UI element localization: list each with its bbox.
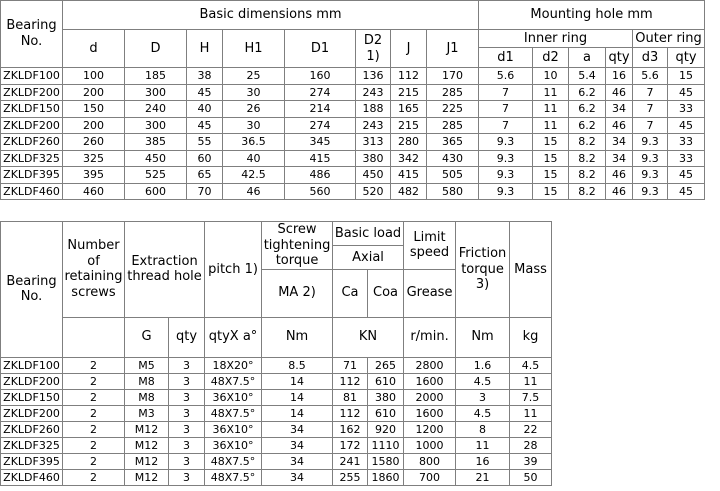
col-J1: J1 bbox=[427, 30, 479, 68]
table-cell: 415 bbox=[391, 167, 427, 184]
col-d: d bbox=[63, 30, 125, 68]
mass-header: Mass bbox=[510, 222, 552, 318]
table-cell: 920 bbox=[368, 421, 404, 437]
grease-header: Grease bbox=[404, 269, 456, 317]
col-d2: d2 bbox=[533, 48, 569, 68]
table-cell: 8.2 bbox=[569, 134, 606, 151]
table-cell: 1600 bbox=[404, 405, 456, 421]
table-cell: 34 bbox=[606, 150, 633, 167]
table-cell: 6.2 bbox=[569, 117, 606, 134]
bearing-id-cell: ZKLDF200 bbox=[1, 373, 63, 389]
table-cell: 9.3 bbox=[633, 183, 668, 200]
bearing-id-cell: ZKLDF395 bbox=[1, 167, 63, 184]
table-cell: 48X7.5° bbox=[205, 469, 262, 485]
table-cell: 700 bbox=[404, 469, 456, 485]
bearing-id-cell: ZKLDF200 bbox=[1, 84, 63, 101]
table-cell: 100 bbox=[63, 68, 125, 85]
table-cell: 46 bbox=[606, 167, 633, 184]
table-cell: 243 bbox=[356, 84, 391, 101]
col-H: H bbox=[187, 30, 223, 68]
table-cell: 395 bbox=[63, 167, 125, 184]
table-cell: 165 bbox=[391, 101, 427, 118]
table-cell: 150 bbox=[63, 101, 125, 118]
table-cell: 6.2 bbox=[569, 84, 606, 101]
table-cell: 800 bbox=[404, 453, 456, 469]
table-cell: 36.5 bbox=[223, 134, 285, 151]
table-cell: 7 bbox=[633, 84, 668, 101]
table-cell: 10 bbox=[533, 68, 569, 85]
table-cell: 9.3 bbox=[479, 150, 533, 167]
col-qty-inner: qty bbox=[606, 48, 633, 68]
bearing-id-cell: ZKLDF395 bbox=[1, 453, 63, 469]
table-cell: 7 bbox=[479, 117, 533, 134]
col-H1: H1 bbox=[223, 30, 285, 68]
table-cell: 2 bbox=[63, 405, 125, 421]
unit-qty: qty bbox=[169, 317, 205, 357]
table-cell: 45 bbox=[668, 167, 705, 184]
table-cell: 15 bbox=[533, 134, 569, 151]
retaining-unit-cell bbox=[63, 317, 125, 357]
table-cell: 430 bbox=[427, 150, 479, 167]
col-qty-outer: qty bbox=[668, 48, 705, 68]
performance-table bbox=[0, 221, 552, 486]
table-cell: 40 bbox=[223, 150, 285, 167]
table-cell: 4.5 bbox=[456, 373, 510, 389]
table-cell: 33 bbox=[668, 134, 705, 151]
table-row bbox=[1, 134, 705, 151]
table-cell: 1110 bbox=[368, 437, 404, 453]
table-cell: 610 bbox=[368, 405, 404, 421]
table-cell: 45 bbox=[668, 84, 705, 101]
table-cell: 285 bbox=[427, 117, 479, 134]
table-cell: 36X10° bbox=[205, 437, 262, 453]
ma-header: MA 2) bbox=[262, 269, 333, 317]
mounting-hole-header: Mounting hole mm bbox=[479, 1, 705, 30]
table-cell: 3 bbox=[169, 389, 205, 405]
unit-nm: Nm bbox=[262, 317, 333, 357]
table-cell: 1600 bbox=[404, 373, 456, 389]
table-cell: 172 bbox=[333, 437, 368, 453]
ca-header: Ca bbox=[333, 269, 368, 317]
table-cell: 3 bbox=[169, 421, 205, 437]
table-cell: 300 bbox=[125, 117, 187, 134]
table-row bbox=[1, 84, 705, 101]
table-cell: 5.6 bbox=[479, 68, 533, 85]
bearing-id-cell: ZKLDF260 bbox=[1, 421, 63, 437]
table-cell: 325 bbox=[63, 150, 125, 167]
table-cell: 50 bbox=[510, 469, 552, 485]
table-cell: 9.3 bbox=[479, 134, 533, 151]
performance-table-body bbox=[1, 357, 552, 485]
table-cell: 112 bbox=[391, 68, 427, 85]
dimensions-table-body bbox=[1, 68, 705, 200]
bearing-id-cell: ZKLDF150 bbox=[1, 101, 63, 118]
table-cell: 11 bbox=[533, 101, 569, 118]
table-cell: 600 bbox=[125, 183, 187, 200]
table-cell: 240 bbox=[125, 101, 187, 118]
table-cell: M12 bbox=[125, 469, 169, 485]
table-cell: 5.4 bbox=[569, 68, 606, 85]
basic-load-header: Basic load bbox=[333, 222, 404, 246]
table-cell: 2 bbox=[63, 437, 125, 453]
table-cell: 11 bbox=[510, 373, 552, 389]
table-cell: 1200 bbox=[404, 421, 456, 437]
table-cell: 3 bbox=[169, 469, 205, 485]
table-cell: 225 bbox=[427, 101, 479, 118]
table-cell: 38 bbox=[187, 68, 223, 85]
table-cell: 65 bbox=[187, 167, 223, 184]
table-cell: 160 bbox=[285, 68, 356, 85]
table-row bbox=[1, 421, 552, 437]
bearing-no-header: Bearing No. bbox=[1, 1, 63, 68]
bearing-id-cell: ZKLDF200 bbox=[1, 405, 63, 421]
table-cell: 255 bbox=[333, 469, 368, 485]
table-cell: 45 bbox=[187, 117, 223, 134]
table-cell: 9.3 bbox=[479, 167, 533, 184]
table-cell: 4.5 bbox=[510, 357, 552, 373]
table-cell: 16 bbox=[606, 68, 633, 85]
table-cell: 482 bbox=[391, 183, 427, 200]
table-cell: 525 bbox=[125, 167, 187, 184]
table-row bbox=[1, 437, 552, 453]
table-cell: 215 bbox=[391, 117, 427, 134]
unit-kn: KN bbox=[333, 317, 404, 357]
table-cell: 15 bbox=[533, 167, 569, 184]
table-cell: 3 bbox=[169, 437, 205, 453]
table-cell: 3 bbox=[169, 405, 205, 421]
table-cell: 34 bbox=[262, 453, 333, 469]
table-cell: 2 bbox=[63, 389, 125, 405]
table-cell: 8.2 bbox=[569, 183, 606, 200]
table-cell: 486 bbox=[285, 167, 356, 184]
table-cell: 313 bbox=[356, 134, 391, 151]
table-cell: 34 bbox=[262, 469, 333, 485]
table-cell: 7 bbox=[479, 84, 533, 101]
table-cell: 1860 bbox=[368, 469, 404, 485]
table-cell: 274 bbox=[285, 117, 356, 134]
table-cell: 4.5 bbox=[456, 405, 510, 421]
col-a: a bbox=[569, 48, 606, 68]
table-cell: M8 bbox=[125, 373, 169, 389]
axial-header: Axial bbox=[333, 245, 404, 269]
table-cell: 3 bbox=[169, 357, 205, 373]
bearing-id-cell: ZKLDF100 bbox=[1, 68, 63, 85]
table-cell: 15 bbox=[533, 150, 569, 167]
table-cell: 46 bbox=[606, 84, 633, 101]
table-cell: 22 bbox=[510, 421, 552, 437]
table-cell: 380 bbox=[368, 389, 404, 405]
limit-speed-header: Limit speed bbox=[404, 222, 456, 270]
table-cell: 241 bbox=[333, 453, 368, 469]
inner-ring-header: Inner ring bbox=[479, 30, 633, 48]
table-cell: 7 bbox=[479, 101, 533, 118]
table-row bbox=[1, 373, 552, 389]
table-row bbox=[1, 389, 552, 405]
table-cell: 2 bbox=[63, 453, 125, 469]
table-cell: 243 bbox=[356, 117, 391, 134]
table-cell: 380 bbox=[356, 150, 391, 167]
table-row bbox=[1, 101, 705, 118]
table-cell: 415 bbox=[285, 150, 356, 167]
table-cell: 3 bbox=[169, 373, 205, 389]
table-cell: 34 bbox=[262, 437, 333, 453]
table-cell: 48X7.5° bbox=[205, 405, 262, 421]
table-cell: 46 bbox=[223, 183, 285, 200]
table-cell: 215 bbox=[391, 84, 427, 101]
unit-qtyxa: qtyX a° bbox=[205, 317, 262, 357]
table-cell: M3 bbox=[125, 405, 169, 421]
table-cell: 34 bbox=[606, 101, 633, 118]
bearing-id-cell: ZKLDF150 bbox=[1, 389, 63, 405]
table-row bbox=[1, 405, 552, 421]
table-cell: 610 bbox=[368, 373, 404, 389]
table-row bbox=[1, 453, 552, 469]
table-cell: 2 bbox=[63, 469, 125, 485]
table-cell: 162 bbox=[333, 421, 368, 437]
retaining-screws-header: Number of retaining screws bbox=[63, 222, 125, 318]
extraction-thread-header: Extraction thread hole bbox=[125, 222, 205, 318]
table-cell: 9.3 bbox=[633, 134, 668, 151]
table-cell: 40 bbox=[187, 101, 223, 118]
bearing-id-cell: ZKLDF460 bbox=[1, 469, 63, 485]
table-cell: 34 bbox=[606, 134, 633, 151]
table-cell: 15 bbox=[668, 68, 705, 85]
table-row bbox=[1, 469, 552, 485]
table-cell: 2 bbox=[63, 357, 125, 373]
table-cell: M12 bbox=[125, 453, 169, 469]
table-cell: 2 bbox=[63, 421, 125, 437]
table-cell: 45 bbox=[668, 117, 705, 134]
table-cell: 14 bbox=[262, 405, 333, 421]
table-cell: 16 bbox=[456, 453, 510, 469]
bearing-id-cell: ZKLDF325 bbox=[1, 437, 63, 453]
table-cell: 7.5 bbox=[510, 389, 552, 405]
pitch-header: pitch 1) bbox=[205, 222, 262, 318]
table-cell: 1580 bbox=[368, 453, 404, 469]
table-cell: 450 bbox=[356, 167, 391, 184]
table-cell: 18X20° bbox=[205, 357, 262, 373]
table-cell: 30 bbox=[223, 117, 285, 134]
table-cell: 34 bbox=[262, 421, 333, 437]
table-cell: 200 bbox=[63, 84, 125, 101]
dimensions-table bbox=[0, 0, 705, 200]
table-cell: 460 bbox=[63, 183, 125, 200]
bearing-no-header-2: Bearing No. bbox=[1, 222, 63, 358]
table-cell: 11 bbox=[533, 84, 569, 101]
table-cell: 55 bbox=[187, 134, 223, 151]
table-cell: 42.5 bbox=[223, 167, 285, 184]
table-cell: 70 bbox=[187, 183, 223, 200]
table-row bbox=[1, 357, 552, 373]
col-d3: d3 bbox=[633, 48, 668, 68]
table-cell: 14 bbox=[262, 389, 333, 405]
table-cell: 345 bbox=[285, 134, 356, 151]
table-cell: 5.6 bbox=[633, 68, 668, 85]
table-cell: 188 bbox=[356, 101, 391, 118]
col-J: J bbox=[391, 30, 427, 68]
table-cell: 7 bbox=[633, 117, 668, 134]
table-cell: 580 bbox=[427, 183, 479, 200]
bearing-id-cell: ZKLDF100 bbox=[1, 357, 63, 373]
col-D: D bbox=[125, 30, 187, 68]
table-cell: 48X7.5° bbox=[205, 453, 262, 469]
table-cell: 560 bbox=[285, 183, 356, 200]
table-cell: 520 bbox=[356, 183, 391, 200]
table-cell: 60 bbox=[187, 150, 223, 167]
col-D2: D2 1) bbox=[356, 30, 391, 68]
table-cell: 81 bbox=[333, 389, 368, 405]
table-cell: 8.2 bbox=[569, 150, 606, 167]
table-cell: 450 bbox=[125, 150, 187, 167]
table-cell: 3 bbox=[456, 389, 510, 405]
unit-nm-friction: Nm bbox=[456, 317, 510, 357]
table-cell: 15 bbox=[533, 183, 569, 200]
table-cell: 200 bbox=[63, 117, 125, 134]
bearing-id-cell: ZKLDF260 bbox=[1, 134, 63, 151]
table-cell: 280 bbox=[391, 134, 427, 151]
table-cell: 9.3 bbox=[633, 150, 668, 167]
table-cell: 11 bbox=[533, 117, 569, 134]
table-cell: 25 bbox=[223, 68, 285, 85]
bearing-id-cell: ZKLDF325 bbox=[1, 150, 63, 167]
basic-dimensions-header: Basic dimensions mm bbox=[63, 1, 479, 30]
table-cell: 285 bbox=[427, 84, 479, 101]
friction-torque-header: Friction torque 3) bbox=[456, 222, 510, 318]
table-row bbox=[1, 150, 705, 167]
bearing-id-cell: ZKLDF200 bbox=[1, 117, 63, 134]
table-cell: 214 bbox=[285, 101, 356, 118]
table-cell: 26 bbox=[223, 101, 285, 118]
table-cell: 21 bbox=[456, 469, 510, 485]
table-cell: 8 bbox=[456, 421, 510, 437]
table-cell: 185 bbox=[125, 68, 187, 85]
table-cell: 265 bbox=[368, 357, 404, 373]
table-cell: 1000 bbox=[404, 437, 456, 453]
table-cell: 46 bbox=[606, 183, 633, 200]
table-cell: 3 bbox=[169, 453, 205, 469]
table-cell: 7 bbox=[633, 101, 668, 118]
table-cell: 260 bbox=[63, 134, 125, 151]
table-cell: 365 bbox=[427, 134, 479, 151]
table-cell: 28 bbox=[510, 437, 552, 453]
table-cell: M5 bbox=[125, 357, 169, 373]
table-cell: 11 bbox=[456, 437, 510, 453]
table-cell: 11 bbox=[510, 405, 552, 421]
table-cell: 8.2 bbox=[569, 167, 606, 184]
table-row bbox=[1, 167, 705, 184]
table-cell: 8.5 bbox=[262, 357, 333, 373]
table-cell: 112 bbox=[333, 405, 368, 421]
unit-G: G bbox=[125, 317, 169, 357]
unit-rmin: r/min. bbox=[404, 317, 456, 357]
bearing-id-cell: ZKLDF460 bbox=[1, 183, 63, 200]
table-cell: 36X10° bbox=[205, 421, 262, 437]
table-cell: 14 bbox=[262, 373, 333, 389]
table-cell: 2 bbox=[63, 373, 125, 389]
table-cell: 170 bbox=[427, 68, 479, 85]
table-cell: 342 bbox=[391, 150, 427, 167]
table-cell: 112 bbox=[333, 373, 368, 389]
table-row bbox=[1, 117, 705, 134]
table-cell: M8 bbox=[125, 389, 169, 405]
table-cell: 33 bbox=[668, 101, 705, 118]
table-cell: 39 bbox=[510, 453, 552, 469]
table-cell: 6.2 bbox=[569, 101, 606, 118]
table-cell: 33 bbox=[668, 150, 705, 167]
outer-ring-header: Outer ring bbox=[633, 30, 705, 48]
table-cell: 385 bbox=[125, 134, 187, 151]
table-cell: 2000 bbox=[404, 389, 456, 405]
table-row bbox=[1, 68, 705, 85]
table-cell: 71 bbox=[333, 357, 368, 373]
table-cell: 45 bbox=[668, 183, 705, 200]
table-cell: 136 bbox=[356, 68, 391, 85]
table-cell: 505 bbox=[427, 167, 479, 184]
table-cell: 274 bbox=[285, 84, 356, 101]
tightening-torque-header: Screw tightening torque bbox=[262, 222, 333, 270]
coa-header: Coa bbox=[368, 269, 404, 317]
table-cell: 46 bbox=[606, 117, 633, 134]
table-cell: M12 bbox=[125, 437, 169, 453]
table-cell: 9.3 bbox=[479, 183, 533, 200]
table-cell: 2800 bbox=[404, 357, 456, 373]
col-D1: D1 bbox=[285, 30, 356, 68]
table-cell: 45 bbox=[187, 84, 223, 101]
col-d1: d1 bbox=[479, 48, 533, 68]
table-cell: 300 bbox=[125, 84, 187, 101]
table-cell: 48X7.5° bbox=[205, 373, 262, 389]
table-row bbox=[1, 183, 705, 200]
table-cell: 36X10° bbox=[205, 389, 262, 405]
unit-kg: kg bbox=[510, 317, 552, 357]
table-cell: 9.3 bbox=[633, 167, 668, 184]
table-cell: 30 bbox=[223, 84, 285, 101]
table-cell: M12 bbox=[125, 421, 169, 437]
table-cell: 1.6 bbox=[456, 357, 510, 373]
